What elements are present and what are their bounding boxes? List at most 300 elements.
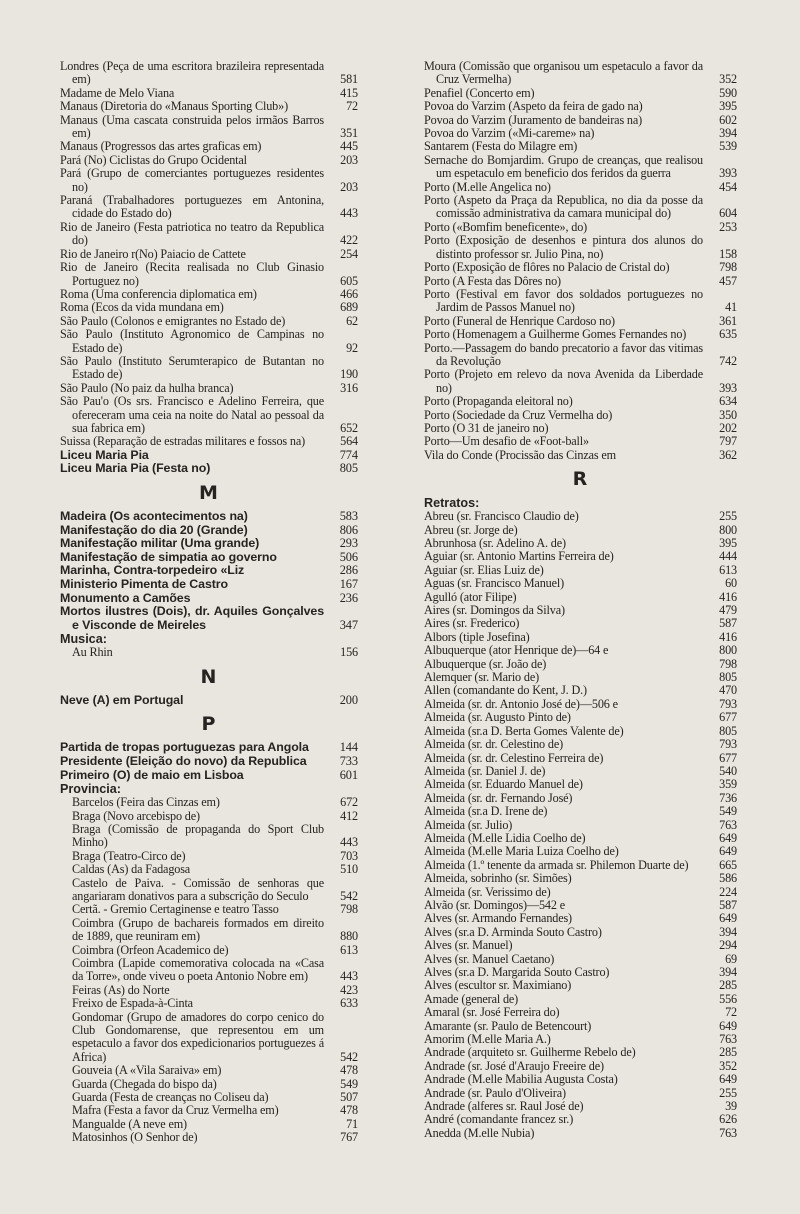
page-number: 736	[719, 790, 737, 805]
index-entry	[60, 87, 358, 100]
index-entry	[424, 577, 737, 590]
entry-title: Guarda (Chegada do bispo da)	[72, 1076, 217, 1091]
index-entry	[424, 872, 737, 885]
section-letter: P	[201, 713, 217, 736]
index-entry	[424, 1073, 737, 1086]
entry-title: Alvão (sr. Domingos)—542 e	[424, 897, 565, 912]
entry-title: Porto (Aspeto da Praça da Republica, no dia da posse da comissão administrativa da camara municipal do)	[424, 193, 703, 221]
section-letter: M	[199, 481, 219, 504]
index-entry	[424, 395, 737, 408]
page-number: 677	[719, 710, 737, 725]
entry-title: Penafiel (Concerto em)	[424, 85, 535, 100]
index-entry	[60, 140, 358, 153]
page-number: 62	[346, 313, 358, 328]
page-number: 742	[719, 353, 737, 368]
index-entry	[60, 1131, 358, 1144]
index-entry	[424, 127, 737, 140]
page-number: 601	[339, 767, 358, 782]
entry-title: Alves (sr.a D. Arminda Souto Castro)	[424, 924, 602, 939]
index-entry	[60, 60, 358, 87]
index-subheading: Provincia:	[60, 782, 121, 797]
entry-title: Almeida (sr. Julio)	[424, 817, 513, 832]
index-entry	[424, 792, 737, 805]
index-entry	[424, 328, 737, 341]
page-number: 634	[719, 394, 737, 409]
page-number: 805	[719, 723, 737, 738]
entry-title: Andrade (arquiteto sr. Guilherme Rebelo de)	[424, 1045, 636, 1060]
entry-title: Almeida (sr.a D. Berta Gomes Valente de)	[424, 723, 624, 738]
index-entry	[424, 845, 737, 858]
index-entry	[424, 368, 737, 395]
page-number: 478	[340, 1063, 358, 1078]
page-number: 800	[719, 643, 737, 658]
entry-title: Abrunhosa (sr. Adelino A. de)	[424, 536, 566, 550]
index-entry	[424, 221, 737, 234]
page-number: 626	[719, 1112, 737, 1127]
entry-title: Sernache do Bomjardim. Grupo de creanças, que realisou um espetaculo em beneficio dos feridos da guerra	[424, 152, 703, 181]
page-number: 506	[339, 549, 358, 564]
entry-title: Londres (Peça de uma escritora brazileira representada em)	[60, 59, 324, 87]
entry-title: Almeida (sr. Daniel J. de)	[424, 763, 546, 778]
index-entry	[60, 355, 358, 382]
entry-title: Andrade (alferes sr. Raul José de)	[424, 1099, 584, 1114]
index-entry	[424, 1046, 737, 1059]
entry-title: Neve (A) em Portugal	[60, 692, 184, 707]
page-number: 156	[340, 645, 358, 660]
index-entry	[424, 939, 737, 952]
page-number: 454	[719, 179, 737, 194]
page-number: 703	[340, 848, 358, 863]
page-number: 203	[340, 179, 358, 194]
index-entry	[424, 819, 737, 832]
index-entry	[424, 1020, 737, 1033]
index-entry	[60, 435, 358, 448]
page-number: 763	[719, 1125, 737, 1140]
page-number: 549	[719, 804, 737, 819]
page-number: 236	[339, 590, 358, 605]
entry-title: Andrade (M.elle Mabilia Augusta Costa)	[424, 1072, 618, 1087]
index-entry	[424, 564, 737, 577]
entry-title: Almeida (sr. dr. Antonio José de)—506 e	[424, 696, 618, 711]
index-entry	[60, 1011, 358, 1065]
index-entry	[424, 409, 737, 422]
entry-title: Aires (sr. Domingos da Silva)	[424, 603, 565, 618]
index-entry	[60, 917, 358, 944]
index-entry	[424, 114, 737, 127]
page-number: 394	[719, 126, 737, 141]
index-entry	[60, 605, 358, 632]
entry-title: Certã. - Gremio Certaginense e teatro Tasso	[72, 902, 279, 917]
entry-title: Roma (Uma conferencia diplomatica em)	[60, 286, 257, 301]
entry-title: Alves (sr.a D. Margarida Souto Castro)	[424, 965, 610, 979]
page-number: 316	[340, 380, 358, 395]
index-entry	[60, 1091, 358, 1104]
page-number: 540	[719, 763, 737, 778]
page-number: 613	[719, 562, 737, 577]
entry-title: Rio de Janeiro (Festa patriotica no teatro da Republica do)	[60, 219, 324, 248]
page-number: 633	[340, 996, 358, 1011]
entry-title: Roma (Ecos da vida mundana em)	[60, 300, 224, 315]
entry-title: Almeida (sr.a D. Irene de)	[424, 804, 548, 819]
page-number: 649	[719, 1018, 737, 1033]
entry-title: Porto (Festival em favor dos soldados portuguezes no Jardim de Passos Manuel no)	[424, 286, 703, 315]
page-number: 542	[340, 1049, 358, 1064]
entry-title: Barcelos (Feira das Cinzas em)	[72, 795, 220, 810]
index-entry	[424, 435, 737, 448]
index-entry	[60, 578, 358, 592]
index-column-right	[424, 60, 737, 1140]
entry-title: Porto (Exposição de desenhos e pintura dos alunos do distinto professor sr. Julio Pina, no)	[424, 233, 703, 261]
page-number: 412	[340, 808, 358, 823]
entry-title: Anedda (M.elle Nubia)	[424, 1125, 535, 1140]
entry-title: Mortos ilustres (Dois), dr. Aquiles Gonçalves e Visconde de Meireles	[60, 604, 324, 632]
index-entry	[424, 537, 737, 550]
entry-title: São Pau'o (Os srs. Francisco e Adelino Ferreira, que ofereceram uma ceia na noite do Natal ao pessoal da sua fabrica em)	[60, 394, 324, 435]
entry-title: Porto—Um desafio de «Foot-ball»	[424, 434, 589, 449]
index-entry	[60, 328, 358, 355]
entry-title: Suissa (Reparação de estradas militares e fossos na)	[60, 434, 306, 449]
entry-title: Povoa do Varzim (Juramento de bandeiras na)	[424, 112, 643, 127]
page-number: 672	[340, 795, 358, 810]
page-number: 359	[719, 777, 737, 792]
entry-title: Coimbra (Lapide comemorativa colocada na «Casa da Torre», onde viveu o poeta Antonio Nobre em)	[72, 955, 324, 984]
page-number: 649	[719, 911, 737, 926]
entry-title: Aguiar (sr. Elias Luiz de)	[424, 562, 544, 577]
entry-title: Coimbra (Orfeon Academico de)	[72, 942, 229, 957]
page-number: 158	[719, 246, 737, 261]
entry-title: Caldas (As) da Fadagosa	[72, 862, 191, 877]
index-entry	[60, 154, 358, 167]
index-entry	[60, 863, 358, 876]
index-entry	[60, 167, 358, 194]
entry-title: Alves (sr. Armando Fernandes)	[424, 911, 572, 926]
entry-title: Mangualde (A neve em)	[72, 1116, 187, 1131]
entry-title: São Paulo (Instituto Serumterapico de Butantan no Estado de)	[60, 353, 324, 382]
entry-title: São Paulo (Instituto Agronomico de Campinas no Estado de)	[60, 327, 324, 355]
index-entry	[424, 315, 737, 328]
index-entry	[424, 752, 737, 765]
index-entry	[424, 524, 737, 537]
index-entry	[424, 194, 737, 221]
page-number: 583	[339, 508, 358, 523]
page-number: 395	[719, 536, 737, 550]
entry-title: Primeiro (O) de maio em Lisboa	[60, 767, 244, 782]
page-number: 190	[340, 367, 358, 382]
index-entry	[424, 234, 737, 261]
page-number: 443	[340, 969, 358, 984]
entry-title: São Paulo (Colonos e emigrantes no Estado de)	[60, 313, 286, 328]
entry-title: Andrade (sr. Paulo d'Oliveira)	[424, 1085, 566, 1100]
page-number: 347	[339, 617, 358, 632]
entry-title: Manaus (Uma cascata construida pelos irmãos Barros em)	[60, 112, 324, 141]
entry-title: Au Rhin	[72, 645, 113, 660]
page-number: 774	[339, 447, 358, 462]
index-entry	[60, 288, 358, 301]
page-number: 507	[340, 1090, 358, 1105]
index-entry	[424, 1033, 737, 1046]
entry-title: Liceu Maria Pia (Festa no)	[60, 461, 211, 476]
page-number: 798	[719, 656, 737, 671]
index-entry	[60, 755, 358, 769]
page-number: 797	[719, 434, 737, 449]
index-entry	[60, 248, 358, 261]
index-entry	[424, 778, 737, 791]
entry-title: Santarem (Festa do Milagre em)	[424, 139, 578, 154]
index-entry	[424, 765, 737, 778]
page-number: 254	[340, 246, 358, 261]
page-number: 286	[339, 563, 358, 578]
entry-title: Freixo de Espada-à-Cinta	[72, 996, 193, 1011]
index-entry	[60, 769, 358, 783]
page-number: 72	[725, 1005, 737, 1020]
entry-title: Amorim (M.elle Maria A.)	[424, 1032, 551, 1047]
section-letter: N	[200, 665, 218, 688]
page-number: 41	[725, 300, 737, 315]
entry-title: Porto (M.elle Angelica no)	[424, 179, 551, 194]
index-entry	[60, 551, 358, 565]
entry-title: Agulló (ator Filipe)	[424, 589, 517, 604]
page-number: 479	[719, 603, 737, 618]
page-number: 604	[719, 206, 737, 221]
page-number: 415	[340, 85, 358, 100]
entry-title: Madeira (Os acontecimentos na)	[60, 508, 248, 523]
index-entry	[424, 658, 737, 671]
page-number: 665	[719, 857, 737, 872]
page-number: 466	[340, 286, 358, 301]
page-number: 92	[346, 340, 358, 355]
index-entry	[60, 903, 358, 916]
entry-title: Ministerio Pimenta de Castro	[60, 576, 228, 591]
index-entry	[60, 537, 358, 551]
page-number: 203	[340, 152, 358, 167]
index-entry	[424, 342, 737, 369]
entry-title: Povoa do Varzim (Aspeto da feira de gado na)	[424, 99, 643, 114]
entry-title: Porto (Projeto em relevo da nova Avenida da Liberdade no)	[424, 367, 703, 395]
entry-title: Manaus (Progressos das artes graficas em)	[60, 139, 262, 154]
entry-title: Alves (sr. Manuel Caetano)	[424, 951, 555, 966]
page-number: 798	[719, 260, 737, 275]
entry-title: Abreu (sr. Francisco Claudio de)	[424, 509, 579, 524]
page-number: 800	[719, 522, 737, 537]
entry-title: Feiras (As) do Norte	[72, 982, 170, 997]
index-entry	[424, 550, 737, 563]
index-entry	[60, 694, 358, 708]
index-entry	[60, 261, 358, 288]
index-entry	[424, 604, 737, 617]
page-number: 767	[340, 1130, 358, 1145]
entry-title: Almeida, sobrinho (sr. Simões)	[424, 871, 572, 886]
index-entry	[424, 181, 737, 194]
index-entry	[424, 154, 737, 181]
entry-title: Aires (sr. Frederico)	[424, 616, 520, 631]
entry-title: Albuquerque (sr. João de)	[424, 656, 547, 671]
page-number: 350	[719, 407, 737, 422]
entry-title: Braga (Novo arcebispo de)	[72, 808, 200, 823]
entry-title: São Paulo (No paiz da hulha branca)	[60, 380, 234, 395]
page-number: 649	[719, 1072, 737, 1087]
index-entry	[424, 859, 737, 872]
page-number: 677	[719, 750, 737, 765]
index-entry	[424, 899, 737, 912]
entry-title: Almeida (M.elle Maria Luiza Coelho de)	[424, 844, 619, 859]
section-letter: R	[572, 468, 589, 491]
index-entry	[424, 953, 737, 966]
page-number: 581	[340, 72, 358, 87]
entry-title: Porto.—Passagem do bando precatorio a favor das vitimas da Revolução	[424, 340, 703, 368]
index-entry	[424, 60, 737, 87]
index-entry	[60, 564, 358, 578]
index-entry	[424, 725, 737, 738]
page-number: 351	[340, 126, 358, 141]
index-entry	[60, 194, 358, 221]
entry-title: Manifestação militar (Uma grande)	[60, 536, 260, 551]
page-number: 394	[719, 965, 737, 979]
entry-title: Porto (Homenagem a Guilherme Gomes Fernandes no)	[424, 327, 687, 342]
index-entry	[424, 1060, 737, 1073]
index-entry	[60, 741, 358, 755]
entry-title: Manaus (Diretoria do «Manaus Sporting Club»)	[60, 99, 288, 114]
index-entry	[424, 261, 737, 274]
entry-title: Allen (comandante do Kent, J. D.)	[424, 683, 587, 698]
index-subheading: Retratos:	[424, 496, 480, 511]
page-number: 587	[719, 616, 737, 631]
index-entry	[60, 646, 358, 659]
entry-title: Manifestação de simpatia ao governo	[60, 549, 277, 564]
entry-title: Almeida (sr. dr. Celestino Ferreira de)	[424, 750, 604, 765]
index-entry	[424, 644, 737, 657]
entry-title: Presidente (Eleição do novo) da Republica	[60, 753, 307, 768]
entry-title: Porto (Sociedade da Cruz Vermelha do)	[424, 407, 613, 422]
page-number: 652	[340, 420, 358, 435]
index-entry	[60, 449, 358, 463]
index-entry	[424, 449, 737, 462]
page-number: 255	[719, 1085, 737, 1100]
index-entry	[60, 957, 358, 984]
index-entry	[424, 140, 737, 153]
index-entry	[424, 912, 737, 925]
index-entry	[60, 1118, 358, 1131]
index-entry	[60, 877, 358, 904]
entry-title: Coimbra (Grupo de bachareis formados em direito de 1889, que reuniram em)	[72, 915, 324, 944]
entry-title: Rio de Janeiro r(No) Paiacio de Cattete	[60, 246, 246, 261]
index-entry	[424, 979, 737, 992]
index-entry	[60, 944, 358, 957]
index-entry	[424, 684, 737, 697]
entry-title: Aguas (sr. Francisco Manuel)	[424, 576, 564, 591]
page-number: 352	[719, 72, 737, 87]
page-number: 590	[719, 85, 737, 100]
index-subheading: Musica:	[60, 632, 107, 647]
entry-title: Almeida (sr. dr. Celestino de)	[424, 737, 564, 752]
page-number: 285	[719, 1045, 737, 1060]
page-number: 793	[719, 696, 737, 711]
page-number: 549	[340, 1076, 358, 1091]
page-number: 144	[339, 740, 358, 755]
index-entry	[424, 832, 737, 845]
page-number: 200	[339, 692, 358, 707]
page-number: 733	[339, 753, 358, 768]
entry-title: André (comandante francez sr.)	[424, 1112, 574, 1127]
index-entry	[424, 698, 737, 711]
entry-title: Aguiar (sr. Antonio Martins Ferreira de)	[424, 549, 614, 564]
index-entry	[60, 984, 358, 997]
index-entry	[424, 1127, 737, 1140]
entry-title: Liceu Maria Pia	[60, 447, 149, 462]
page-number: 416	[719, 589, 737, 604]
entry-title: Alves (escultor sr. Maximiano)	[424, 978, 572, 993]
index-entry	[60, 315, 358, 328]
index-entry	[60, 510, 358, 524]
index-entry	[60, 462, 358, 476]
index-entry	[60, 524, 358, 538]
entry-title: Vila do Conde (Procissão das Cinzas em	[424, 447, 616, 462]
page-number: 253	[719, 219, 737, 234]
index-entry	[60, 395, 358, 435]
index-entry	[424, 422, 737, 435]
page-number: 564	[340, 434, 358, 449]
index-entry	[424, 926, 737, 939]
page-number: 69	[725, 951, 737, 966]
entry-title: Porto (A Festa das Dôres no)	[424, 273, 561, 288]
entry-title: Pará (Grupo de comerciantes portuguezes residentes no)	[60, 166, 324, 194]
index-entry	[424, 671, 737, 684]
entry-title: Almeida (sr. dr. Fernando José)	[424, 790, 573, 805]
entry-title: Madame de Melo Viana	[60, 85, 175, 100]
page-number: 613	[340, 942, 358, 957]
page-number: 60	[725, 576, 737, 591]
entry-title: Amarante (sr. Paulo de Betencourt)	[424, 1018, 592, 1033]
page-number: 422	[340, 233, 358, 248]
page-number: 510	[340, 862, 358, 877]
entry-title: Castelo de Paiva. - Comissão de senhoras que angariaram donativos para a subscrição do Seculo	[72, 875, 324, 903]
entry-title: Marinha, Contra-torpedeiro «Liz	[60, 563, 245, 578]
entry-title: Povoa do Varzim («Mi-careme» na)	[424, 126, 595, 141]
index-entry	[424, 993, 737, 1006]
entry-title: Porto (Exposição de flôres no Palacio de Cristal do)	[424, 260, 670, 275]
page-number: 587	[719, 897, 737, 912]
index-entry	[424, 886, 737, 899]
page-number: 805	[339, 461, 358, 476]
entry-title: Alves (sr. Manuel)	[424, 938, 513, 953]
index-entry	[424, 1113, 737, 1126]
index-entry	[424, 617, 737, 630]
index-entry	[60, 100, 358, 113]
entry-title: Guarda (Festa de creanças no Coliseu da)	[72, 1090, 269, 1105]
page-number: 443	[340, 206, 358, 221]
page-number: 605	[340, 273, 358, 288]
page-number: 393	[719, 166, 737, 181]
entry-title: Amade (general de)	[424, 991, 519, 1006]
page-number: 39	[725, 1099, 737, 1114]
page-number: 285	[719, 978, 737, 993]
page-number: 478	[340, 1103, 358, 1118]
page-number: 689	[340, 300, 358, 315]
page-number: 224	[719, 884, 737, 899]
entry-title: Braga (Comissão de propaganda do Sport Club Minho)	[72, 821, 324, 850]
entry-title: Monumento a Camões	[60, 590, 191, 605]
entry-title: Albors (tiple Josefina)	[424, 629, 530, 644]
entry-title: Mafra (Festa a favor da Cruz Vermelha em)	[72, 1103, 279, 1118]
index-entry	[60, 1104, 358, 1117]
page-number: 539	[719, 139, 737, 154]
page-number: 255	[719, 509, 737, 524]
page-number: 395	[719, 99, 737, 114]
entry-title: Paraná (Trabalhadores portuguezes em Antonina, cidade do Estado do)	[60, 193, 324, 221]
index-entry	[424, 510, 737, 523]
page-number: 362	[719, 447, 737, 462]
page-number: 542	[340, 888, 358, 903]
page-number: 352	[719, 1058, 737, 1073]
